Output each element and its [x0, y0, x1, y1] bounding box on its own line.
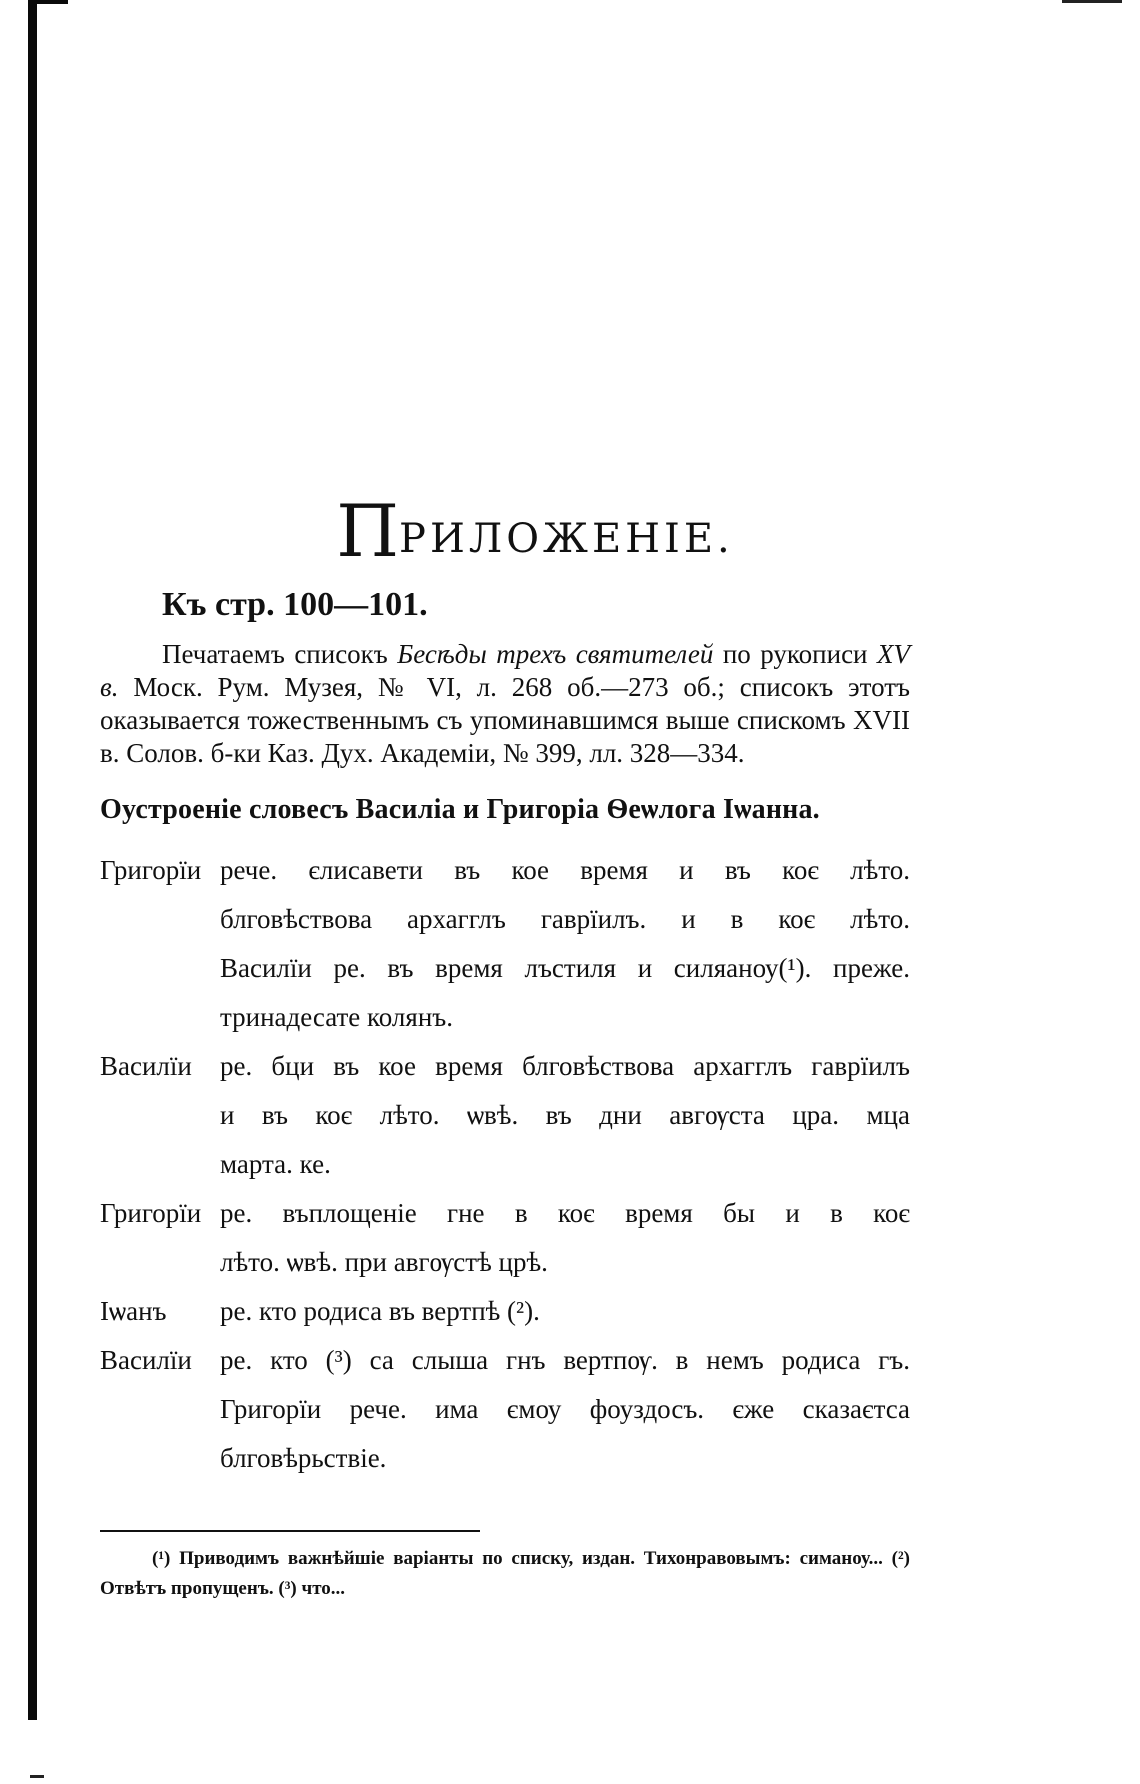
speaker-name: Василїи [100, 1345, 192, 1375]
dialogue-line: ре. кто родиса въ вертпѣ (²). [220, 1296, 540, 1326]
dialogue-line: ре. въплощеніе гне в коє время бы и в коє [220, 1198, 910, 1228]
speaker-name: Григорїи [100, 1198, 202, 1228]
dialogue-entry [100, 1287, 910, 1336]
title-initial: П [336, 489, 400, 573]
page-title [160, 489, 910, 573]
intro-text: Печатаемъ списокъ [162, 639, 398, 669]
title-rest: РИЛОЖЕНІЕ. [399, 516, 734, 562]
dialogue-line: лѣто. ѡвѣ. при авгѹстѣ црѣ. [220, 1247, 548, 1277]
page-content [100, 489, 911, 1483]
scan-mark [1062, 0, 1122, 3]
dialogue-line: Василїи ре. въ время лъстиля и силяаноу(¹). преже. [220, 953, 910, 983]
section-heading: Оустроеніе словесъ Василіа и Григоріа Ѳеѡлога Іѡанна. [100, 794, 820, 825]
scan-border-top [28, 0, 68, 4]
intro-text: по рукописи [713, 639, 878, 669]
speaker-name: Василїи [100, 1051, 192, 1081]
dialogue-line: и въ коє лѣто. ѡвѣ. въ дни авгѹста цра. мца [220, 1100, 910, 1130]
dialogue-line: марта. ке. [220, 1149, 331, 1179]
intro-century: XV в. [100, 639, 911, 702]
dialogue-line: блговѣрьствіе. [220, 1443, 387, 1473]
page-reference: Къ стр. 100—101. [162, 586, 428, 623]
dialogue-line: ре. бци въ кое время блговѣствова архагглъ гаврїилъ [220, 1051, 910, 1081]
footnotes [100, 1530, 910, 1604]
speaker-name: Григорїи [100, 855, 202, 885]
dialogue-line: тринадесате колянъ. [220, 1002, 453, 1032]
dialogue-entry [100, 1042, 910, 1189]
dialogue-entry [100, 846, 910, 1042]
intro-title: Бесѣды трехъ святителей [397, 639, 714, 669]
footnote-rule [100, 1530, 480, 1532]
speaker-name: Іѡанъ [100, 1296, 167, 1326]
footnote-text: (¹) Приводимъ важнѣйшіе варіанты по списку, издан. Тихонравовымъ: симаноу... (²) Отвѣтъ пропущенъ. (³) что... [100, 1548, 910, 1599]
dialogue-entry [100, 1336, 910, 1483]
dialogue-line: блговѣствова архагглъ гаврїилъ. и в коє лѣто. [220, 904, 910, 934]
dialogue-line: ре. кто (³) са слыша гнъ вертпѹ. в немъ родиса гъ. [220, 1345, 910, 1375]
scan-mark [30, 1775, 44, 1778]
dialogue-entry [100, 1189, 910, 1287]
dialogue-line: Григорїи рече. има ємоу фоуздосъ. єже сказаєтса [220, 1394, 910, 1424]
intro-paragraph [100, 638, 910, 770]
scan-border [28, 0, 37, 1720]
intro-text: Моск. Рум. Музея, № VI, л. 268 об.—273 об.; списокъ этотъ оказывается тожественнымъ съ упоминавшимся выше спискомъ XVII в. Солов. б-ки Каз. Дух. Академіи, № 399, лл. 328—334. [100, 672, 910, 768]
dialogue-line: рече. єлисавети въ кое время и въ коє лѣто. [220, 855, 910, 885]
